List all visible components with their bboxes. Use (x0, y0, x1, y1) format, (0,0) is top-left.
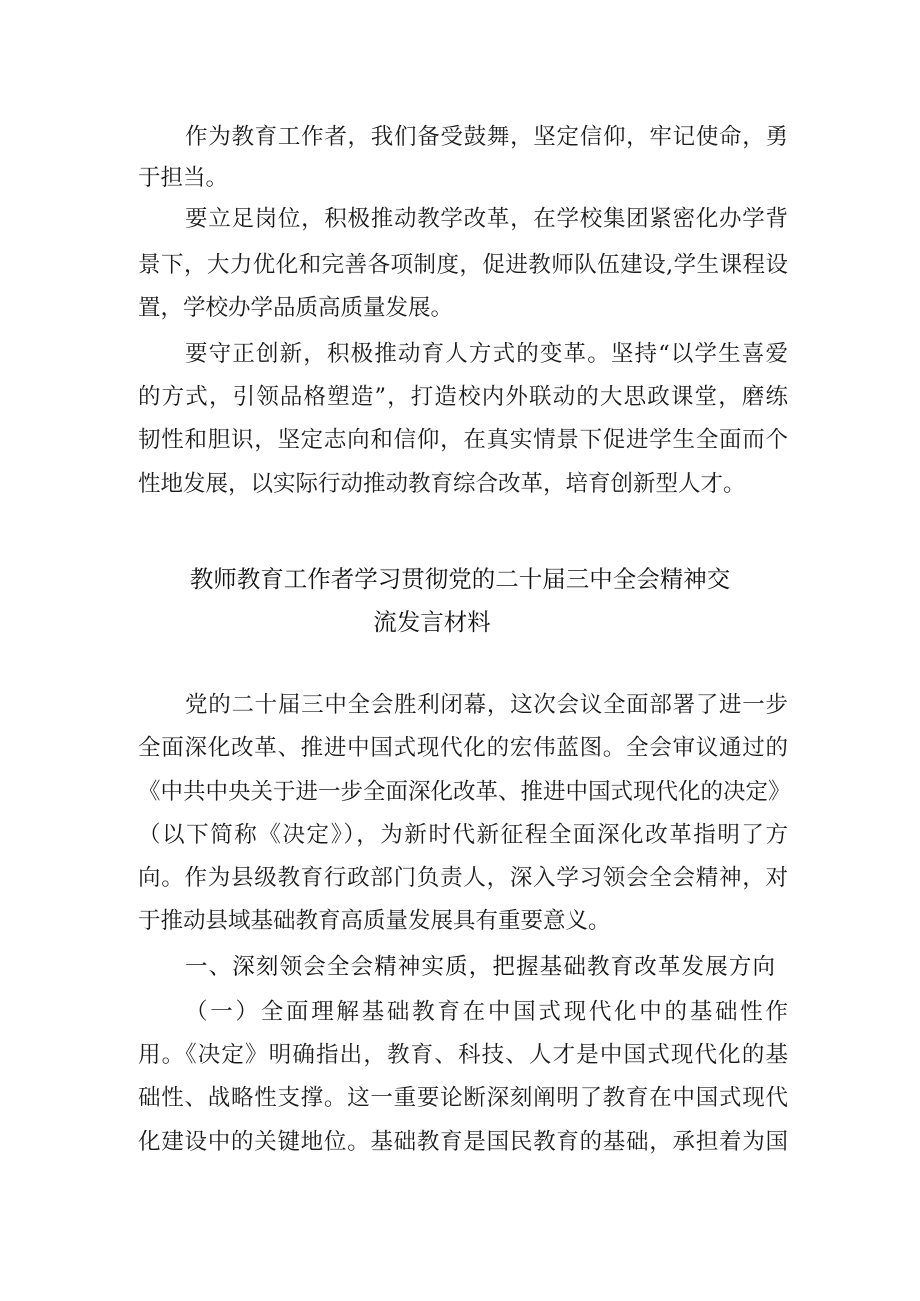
paragraph-line: 性地发展，以实际行动推动教育综合改革，培育创新型人才。 (138, 471, 746, 497)
paragraph-line: 韧性和胆识，坚定志向和信仰，在真实情景下促进学生全面而个 (138, 427, 788, 453)
paragraph-line: （以下简称《决定》），为新时代新征程全面深化改革指明了方 (138, 822, 788, 848)
paragraph-line: 置，学校办学品质高质量发展。 (138, 295, 454, 321)
paragraph-line: 于担当。 (138, 165, 229, 191)
paragraph-line: 用。《决定》明确指出，教育、科技、人才是中国式现代化的基 (138, 1042, 788, 1068)
paragraph-line: 要立足岗位，积极推动教学改革，在学校集团紧密化办学背 (185, 206, 788, 232)
paragraph-line: 础性、战略性支撑。这一重要论断深刻阐明了教育在中国式现代 (138, 1085, 788, 1111)
paragraph-line: 于推动县域基础教育高质量发展具有重要意义。 (138, 908, 611, 934)
section-heading: 一、深刻领会全会精神实质，把握基础教育改革发展方向 (185, 954, 775, 980)
paragraph-line: 作为教育工作者，我们备受鼓舞，坚定信仰，牢记使命，勇 (185, 124, 788, 150)
paragraph-line: 的方式，引领品格塑造”，打造校内外联动的大思政课堂，磨练 (138, 384, 788, 410)
paragraph-line: 《中共中央关于进一步全面深化改革、推进中国式现代化的决定》 (138, 779, 791, 805)
paragraph-line: 化建设中的关键地位。基础教育是国民教育的基础，承担着为国 (138, 1129, 788, 1155)
document-title-line: 流发言材料 (373, 608, 491, 636)
paragraph-line: （一）全面理解基础教育在中国式现代化中的基础性作 (185, 999, 788, 1025)
paragraph-line: 要守正创新，积极推动育人方式的变革。坚持“以学生喜爱 (185, 341, 788, 367)
paragraph-line: 景下，大力优化和完善各项制度，促进教师队伍建设,学生课程设 (138, 252, 788, 278)
paragraph-line: 全面深化改革、推进中国式现代化的宏伟蓝图。全会审议通过的 (138, 735, 788, 761)
paragraph-line: 党的二十届三中全会胜利闭幕，这次会议全面部署了进一步 (185, 692, 788, 718)
paragraph-line: 向。作为县级教育行政部门负责人，深入学习领会全会精神，对 (138, 865, 788, 891)
document-title-line: 教师教育工作者学习贯彻党的二十届三中全会精神交 (189, 565, 731, 593)
